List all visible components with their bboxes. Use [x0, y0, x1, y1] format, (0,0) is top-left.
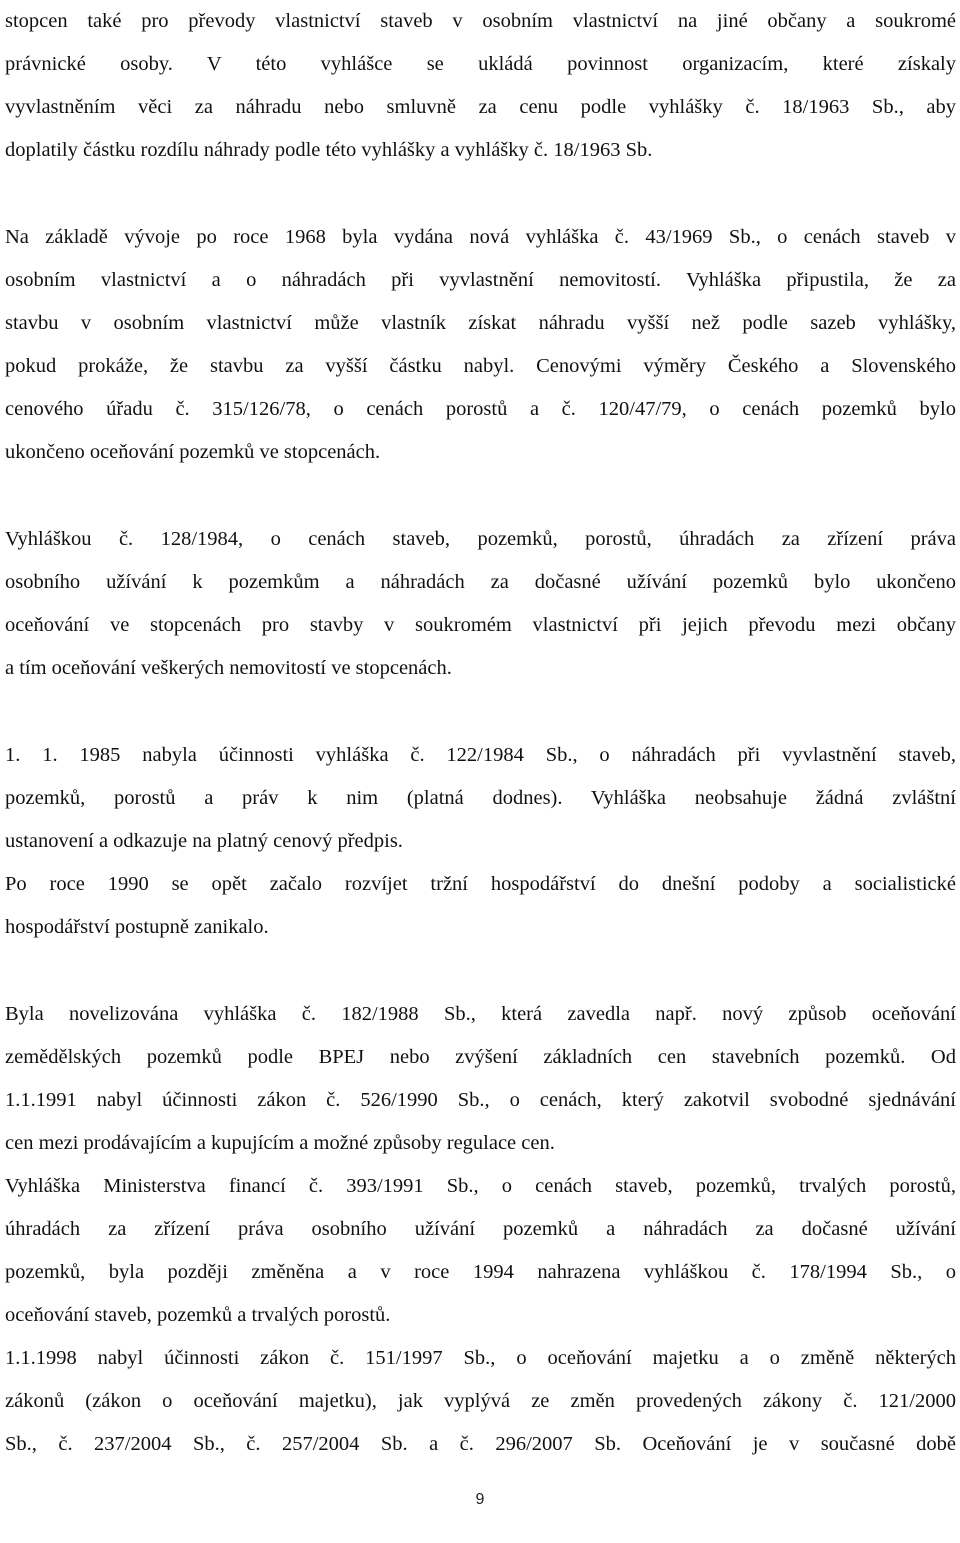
text-line: oceňování staveb, pozemků a trvalých porostů. [5, 1304, 391, 1326]
text-line: 1. 1. 1985 nabyla účinnosti vyhláška č. 122/1984 Sb., o náhradách při vyvlastnění staveb, [5, 744, 956, 766]
text-line: ukončeno oceňování pozemků ve stopcenách. [5, 441, 381, 463]
text-line: zemědělských pozemků podle BPEJ nebo zvýšení základních cen stavebních pozemků. Od [5, 1046, 956, 1068]
text-line: úhradách za zřízení práva osobního užívání pozemků a náhradách za dočasné užívání [5, 1218, 956, 1240]
text-line: Na základě vývoje po roce 1968 byla vydána nová vyhláška č. 43/1969 Sb., o cenách staveb v [5, 226, 956, 248]
text-line: a tím oceňování veškerých nemovitostí ve stopcenách. [5, 657, 452, 679]
text-line: pokud prokáže, že stavbu za vyšší částku nabyl. Cenovými výměry Českého a Slovenského [5, 355, 956, 377]
paragraph-gap [5, 949, 956, 993]
text-line: Vyhláškou č. 128/1984, o cenách staveb, pozemků, porostů, úhradách za zřízení práva [5, 528, 956, 550]
text-line: pozemků, byla později změněna a v roce 1994 nahrazena vyhláškou č. 178/1994 Sb., o [5, 1261, 956, 1283]
page-number: 9 [475, 1491, 485, 1508]
text-line: 1.1.1991 nabyl účinnosti zákon č. 526/1990 Sb., o cenách, který zakotvil svobodné sjednávání [5, 1089, 956, 1111]
text-line: hospodářství postupně zanikalo. [5, 916, 269, 938]
text-line: 1.1.1998 nabyl účinnosti zákon č. 151/1997 Sb., o oceňování majetku a o změně některých [5, 1347, 956, 1369]
text-line: pozemků, porostů a práv k nim (platná dodnes). Vyhláška neobsahuje žádná zvláštní [5, 787, 956, 809]
text-line: stavbu v osobním vlastnictví může vlastník získat náhradu vyšší než podle sazeb vyhlášky, [5, 312, 956, 334]
text-line: cen mezi prodávajícím a kupujícím a možné způsoby regulace cen. [5, 1132, 555, 1154]
text-line: Po roce 1990 se opět začalo rozvíjet tržní hospodářství do dnešní podoby a socialistické [5, 873, 956, 895]
body-text [5, 0, 956, 1466]
text-line: zákonů (zákon o oceňování majetku), jak vyplývá ze změn provedených zákony č. 121/2000 [5, 1390, 956, 1412]
text-line: Sb., č. 237/2004 Sb., č. 257/2004 Sb. a č. 296/2007 Sb. Oceňování je v současné době [5, 1433, 956, 1455]
text-line: Vyhláška Ministerstva financí č. 393/1991 Sb., o cenách staveb, pozemků, trvalých porostů, [5, 1175, 956, 1197]
text-line: osobním vlastnictví a o náhradách při vyvlastnění nemovitostí. Vyhláška připustila, že za [5, 269, 956, 291]
text-line: cenového úřadu č. 315/126/78, o cenách porostů a č. 120/47/79, o cenách pozemků bylo [5, 398, 956, 420]
text-line: Byla novelizována vyhláška č. 182/1988 Sb., která zavedla např. nový způsob oceňování [5, 1003, 956, 1025]
text-line: osobního užívání k pozemkům a náhradách za dočasné užívání pozemků bylo ukončeno [5, 571, 956, 593]
text-line: vyvlastněním věci za náhradu nebo smluvně za cenu podle vyhlášky č. 18/1963 Sb., aby [5, 96, 956, 118]
text-line: oceňování ve stopcenách pro stavby v soukromém vlastnictví při jejich převodu mezi občany [5, 614, 956, 636]
text-line: ustanovení a odkazuje na platný cenový předpis. [5, 830, 403, 852]
paragraph-gap [5, 172, 956, 216]
text-line: stopcen také pro převody vlastnictví staveb v osobním vlastnictví na jiné občany a soukromé [5, 10, 956, 32]
text-line: právnické osoby. V této vyhlášce se ukládá povinnost organizacím, které získaly [5, 53, 956, 75]
paragraph-gap [5, 690, 956, 734]
paragraph-gap [5, 474, 956, 518]
text-line: doplatily částku rozdílu náhrady podle této vyhlášky a vyhlášky č. 18/1963 Sb. [5, 139, 653, 161]
